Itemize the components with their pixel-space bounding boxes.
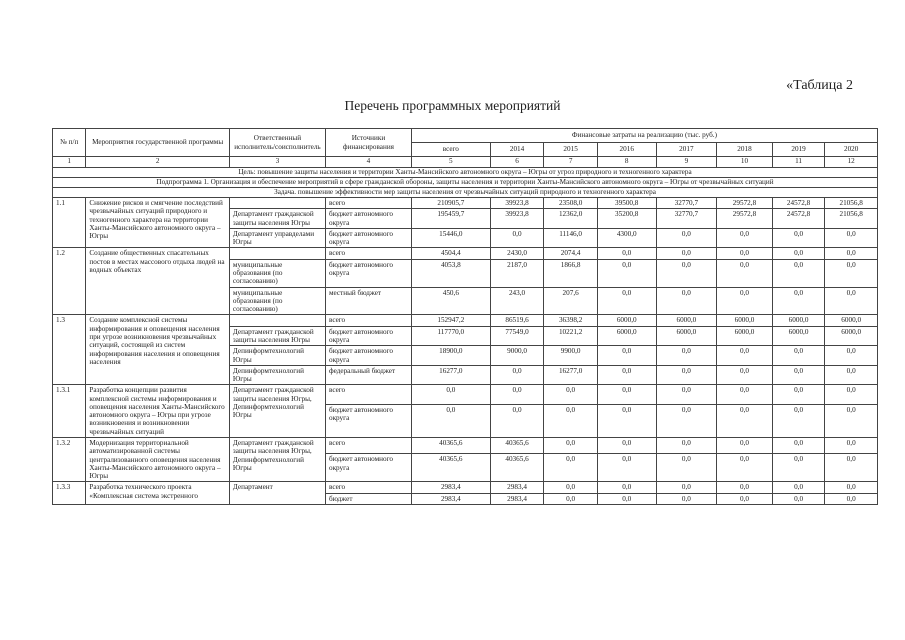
value-cell: 21056,8 (825, 209, 878, 229)
value-cell: 0,0 (717, 385, 773, 404)
value-cell: 0,0 (825, 259, 878, 287)
value-cell: 0,0 (656, 287, 717, 315)
value-cell: 6000,0 (772, 315, 825, 326)
value-cell: 9900,0 (544, 346, 598, 366)
value-cell: 0,0 (656, 493, 717, 504)
header-year: 2020 (825, 143, 878, 157)
value-cell: 0,0 (825, 365, 878, 385)
value-cell: 0,0 (772, 454, 825, 482)
program-measures-table (52, 128, 878, 505)
source-cell: всего (325, 385, 411, 404)
table-row (53, 315, 878, 326)
row-number: 1.1 (53, 198, 86, 248)
column-number: 8 (597, 157, 656, 168)
measure-name: Снижение рисков и смягчение последствий чрезвычайных ситуаций природного и техногенного характера на территории Ханты-Мансийского автономного округа – Югры (86, 198, 230, 248)
value-cell: 0,0 (772, 228, 825, 248)
column-number: 12 (825, 157, 878, 168)
source-cell: бюджет автономного округа (325, 346, 411, 366)
header-year: 2019 (772, 143, 825, 157)
page-title: Перечень программных мероприятий (344, 98, 561, 113)
column-number: 6 (490, 157, 544, 168)
executor-cell (229, 315, 325, 326)
header-year: 2017 (656, 143, 717, 157)
value-cell: 0,0 (656, 482, 717, 493)
column-number: 10 (717, 157, 773, 168)
value-cell: 0,0 (597, 385, 656, 404)
value-cell: 36398,2 (544, 315, 598, 326)
source-cell: всего (325, 315, 411, 326)
task-row: Задача. повышение эффективности мер защиты населения от чрезвычайных ситуаций природного и техногенного характера (53, 188, 878, 198)
value-cell: 40365,6 (490, 438, 544, 454)
row-number: 1.3.1 (53, 385, 86, 438)
executor-cell: муниципальные образования (по согласованию) (229, 259, 325, 287)
value-cell: 40365,6 (411, 438, 490, 454)
value-cell: 207,6 (544, 287, 598, 315)
value-cell: 32770,7 (656, 209, 717, 229)
value-cell: 0,0 (717, 287, 773, 315)
value-cell: 0,0 (597, 404, 656, 437)
header-source: Источники финансирования (325, 129, 411, 157)
value-cell: 0,0 (656, 248, 717, 259)
value-cell: 6000,0 (717, 315, 773, 326)
value-cell: 0,0 (717, 365, 773, 385)
value-cell: 23508,0 (544, 198, 598, 209)
value-cell: 0,0 (544, 438, 598, 454)
executor-cell: Депинформтехнологий Югры (229, 365, 325, 385)
value-cell: 0,0 (597, 482, 656, 493)
column-number: 3 (229, 157, 325, 168)
column-number: 2 (86, 157, 230, 168)
executor-cell: Департамент управделами Югры (229, 228, 325, 248)
executor-cell: Департамент гражданской защиты населения Югры (229, 209, 325, 229)
value-cell: 0,0 (490, 228, 544, 248)
executor-cell: Департамент (229, 482, 325, 505)
value-cell: 24572,8 (772, 198, 825, 209)
value-cell: 0,0 (490, 385, 544, 404)
header-executor: Ответственный исполнитель/соисполнитель (229, 129, 325, 157)
value-cell: 15446,0 (411, 228, 490, 248)
column-numbers-row (53, 157, 878, 168)
value-cell: 12362,0 (544, 209, 598, 229)
value-cell: 0,0 (490, 404, 544, 437)
value-cell: 35200,8 (597, 209, 656, 229)
goal-row: Цель: повышение защиты населения и территории Ханты-Мансийского автономного округа – Югры от угроз природного и техногенного характера (53, 168, 878, 178)
value-cell: 0,0 (772, 259, 825, 287)
value-cell: 0,0 (544, 385, 598, 404)
measure-name: Создание общественных спасательных постов в местах массового отдыха людей на водных объектах (86, 248, 230, 315)
value-cell: 9000,0 (490, 346, 544, 366)
source-cell: бюджет автономного округа (325, 326, 411, 346)
source-cell: бюджет автономного округа (325, 454, 411, 482)
value-cell: 11146,0 (544, 228, 598, 248)
value-cell: 210905,7 (411, 198, 490, 209)
value-cell: 0,0 (544, 482, 598, 493)
value-cell: 0,0 (825, 493, 878, 504)
value-cell: 0,0 (772, 482, 825, 493)
value-cell: 0,0 (717, 259, 773, 287)
value-cell: 0,0 (597, 493, 656, 504)
value-cell: 0,0 (411, 404, 490, 437)
value-cell: 24572,8 (772, 209, 825, 229)
value-cell: 0,0 (597, 346, 656, 366)
value-cell: 0,0 (717, 438, 773, 454)
value-cell: 32770,7 (656, 198, 717, 209)
value-cell: 0,0 (825, 454, 878, 482)
column-number: 4 (325, 157, 411, 168)
value-cell: 6000,0 (772, 326, 825, 346)
value-cell: 29572,8 (717, 198, 773, 209)
column-number: 7 (544, 157, 598, 168)
value-cell: 0,0 (656, 228, 717, 248)
value-cell: 0,0 (825, 385, 878, 404)
source-cell: бюджет (325, 493, 411, 504)
value-cell: 40365,6 (411, 454, 490, 482)
value-cell: 16277,0 (411, 365, 490, 385)
value-cell: 0,0 (772, 248, 825, 259)
table-row (53, 482, 878, 493)
source-cell: всего (325, 198, 411, 209)
value-cell: 6000,0 (717, 326, 773, 346)
value-cell: 2983,4 (411, 482, 490, 493)
source-cell: всего (325, 482, 411, 493)
value-cell: 195459,7 (411, 209, 490, 229)
value-cell: 4300,0 (597, 228, 656, 248)
value-cell: 0,0 (825, 228, 878, 248)
value-cell: 0,0 (825, 346, 878, 366)
value-cell: 0,0 (656, 404, 717, 437)
table-row (53, 385, 878, 404)
value-cell: 6000,0 (597, 326, 656, 346)
executor-cell: Депинформтехнологий Югры (229, 346, 325, 366)
value-cell: 0,0 (772, 385, 825, 404)
value-cell: 2983,4 (411, 493, 490, 504)
value-cell: 152947,2 (411, 315, 490, 326)
measure-name: Создание комплексной системы информирования и оповещения населения при угрозе возникновения чрезвычайных ситуаций, состоящей из систем информирования населения и оповещения населения (86, 315, 230, 385)
value-cell: 6000,0 (656, 326, 717, 346)
value-cell: 0,0 (825, 482, 878, 493)
value-cell: 0,0 (825, 404, 878, 437)
source-cell: бюджет автономного округа (325, 404, 411, 437)
executor-cell: Департамент гражданской защиты населения Югры, Депинформтехнологий Югры (229, 438, 325, 482)
measure-name: Разработка технического проекта «Комплексная система экстренного (86, 482, 230, 505)
value-cell: 0,0 (772, 404, 825, 437)
row-number: 1.3.2 (53, 438, 86, 482)
value-cell: 2074,4 (544, 248, 598, 259)
value-cell: 39923,8 (490, 209, 544, 229)
value-cell: 0,0 (717, 228, 773, 248)
value-cell: 0,0 (656, 259, 717, 287)
value-cell: 0,0 (717, 482, 773, 493)
measure-name: Модернизация территориальной автоматизированной системы централизованного оповещения населения Ханты-Мансийского автономного округа – Югры (86, 438, 230, 482)
value-cell: 0,0 (772, 346, 825, 366)
value-cell: 0,0 (772, 287, 825, 315)
value-cell: 1866,8 (544, 259, 598, 287)
value-cell: 0,0 (772, 438, 825, 454)
row-number: 1.3 (53, 315, 86, 385)
header-year: 2014 (490, 143, 544, 157)
value-cell: 21056,8 (825, 198, 878, 209)
source-cell: всего (325, 248, 411, 259)
header-total: всего (411, 143, 490, 157)
executor-cell (229, 198, 325, 209)
value-cell: 243,0 (490, 287, 544, 315)
value-cell: 0,0 (597, 287, 656, 315)
value-cell: 39500,8 (597, 198, 656, 209)
value-cell: 0,0 (597, 438, 656, 454)
value-cell: 2983,4 (490, 493, 544, 504)
value-cell: 86519,6 (490, 315, 544, 326)
value-cell: 0,0 (544, 493, 598, 504)
value-cell: 16277,0 (544, 365, 598, 385)
value-cell: 0,0 (717, 404, 773, 437)
value-cell: 117770,0 (411, 326, 490, 346)
value-cell: 0,0 (656, 365, 717, 385)
value-cell: 4053,8 (411, 259, 490, 287)
value-cell: 10221,2 (544, 326, 598, 346)
value-cell: 0,0 (490, 365, 544, 385)
value-cell: 6000,0 (656, 315, 717, 326)
row-number: 1.3.3 (53, 482, 86, 505)
value-cell: 6000,0 (597, 315, 656, 326)
source-cell: федеральный бюджет (325, 365, 411, 385)
value-cell: 40365,6 (490, 454, 544, 482)
header-costs: Финансовые затраты на реализацию (тыс. руб.) (411, 129, 877, 143)
executor-cell: Департамент гражданской защиты населения Югры (229, 326, 325, 346)
header-year: 2018 (717, 143, 773, 157)
value-cell: 6000,0 (825, 326, 878, 346)
value-cell: 0,0 (597, 454, 656, 482)
source-cell: бюджет автономного округа (325, 209, 411, 229)
value-cell: 0,0 (772, 365, 825, 385)
value-cell: 2430,0 (490, 248, 544, 259)
header-year: 2016 (597, 143, 656, 157)
value-cell: 0,0 (656, 346, 717, 366)
value-cell: 0,0 (411, 385, 490, 404)
executor-cell (229, 248, 325, 259)
value-cell: 0,0 (544, 404, 598, 437)
value-cell: 2187,0 (490, 259, 544, 287)
table-row (53, 198, 878, 209)
value-cell: 0,0 (717, 493, 773, 504)
source-cell: бюджет автономного округа (325, 228, 411, 248)
value-cell: 0,0 (597, 365, 656, 385)
value-cell: 0,0 (597, 248, 656, 259)
value-cell: 29572,8 (717, 209, 773, 229)
column-number: 9 (656, 157, 717, 168)
header-num: № п/п (53, 129, 86, 157)
value-cell: 0,0 (825, 287, 878, 315)
column-number: 1 (53, 157, 86, 168)
row-number: 1.2 (53, 248, 86, 315)
column-number: 11 (772, 157, 825, 168)
table-number-label: «Таблица 2 (786, 78, 853, 93)
value-cell: 77549,0 (490, 326, 544, 346)
executor-cell: муниципальные образования (по согласованию) (229, 287, 325, 315)
value-cell: 0,0 (825, 438, 878, 454)
value-cell: 6000,0 (825, 315, 878, 326)
value-cell: 39923,8 (490, 198, 544, 209)
value-cell: 18900,0 (411, 346, 490, 366)
value-cell: 0,0 (656, 385, 717, 404)
value-cell: 2983,4 (490, 482, 544, 493)
header-measure: Мероприятия государственной программы (86, 129, 230, 157)
value-cell: 4504,4 (411, 248, 490, 259)
table-row (53, 248, 878, 259)
source-cell: всего (325, 438, 411, 454)
value-cell: 0,0 (656, 438, 717, 454)
source-cell: местный бюджет (325, 287, 411, 315)
source-cell: бюджет автономного округа (325, 259, 411, 287)
value-cell: 0,0 (597, 259, 656, 287)
value-cell: 0,0 (717, 454, 773, 482)
executor-cell: Департамент гражданской защиты населения Югры, Депинформтехнологий Югры (229, 385, 325, 438)
header-year: 2015 (544, 143, 598, 157)
value-cell: 0,0 (717, 248, 773, 259)
column-number: 5 (411, 157, 490, 168)
value-cell: 0,0 (717, 346, 773, 366)
table-row (53, 438, 878, 454)
value-cell: 0,0 (544, 454, 598, 482)
value-cell: 0,0 (825, 248, 878, 259)
measure-name: Разработка концепции развития комплексной системы информирования и оповещения населения Ханты-Мансийского автономного округа – Югры при угрозе возникновения и возникновении чрезвычайных ситуаций (86, 385, 230, 438)
value-cell: 450,6 (411, 287, 490, 315)
subprogram-row: Подпрограмма 1. Организация и обеспечение мероприятий в сфере гражданской обороны, защиты населения и территории Ханты-Мансийского автономного округа – Югры от чрезвычайных ситуаций (53, 178, 878, 188)
value-cell: 0,0 (772, 493, 825, 504)
value-cell: 0,0 (656, 454, 717, 482)
